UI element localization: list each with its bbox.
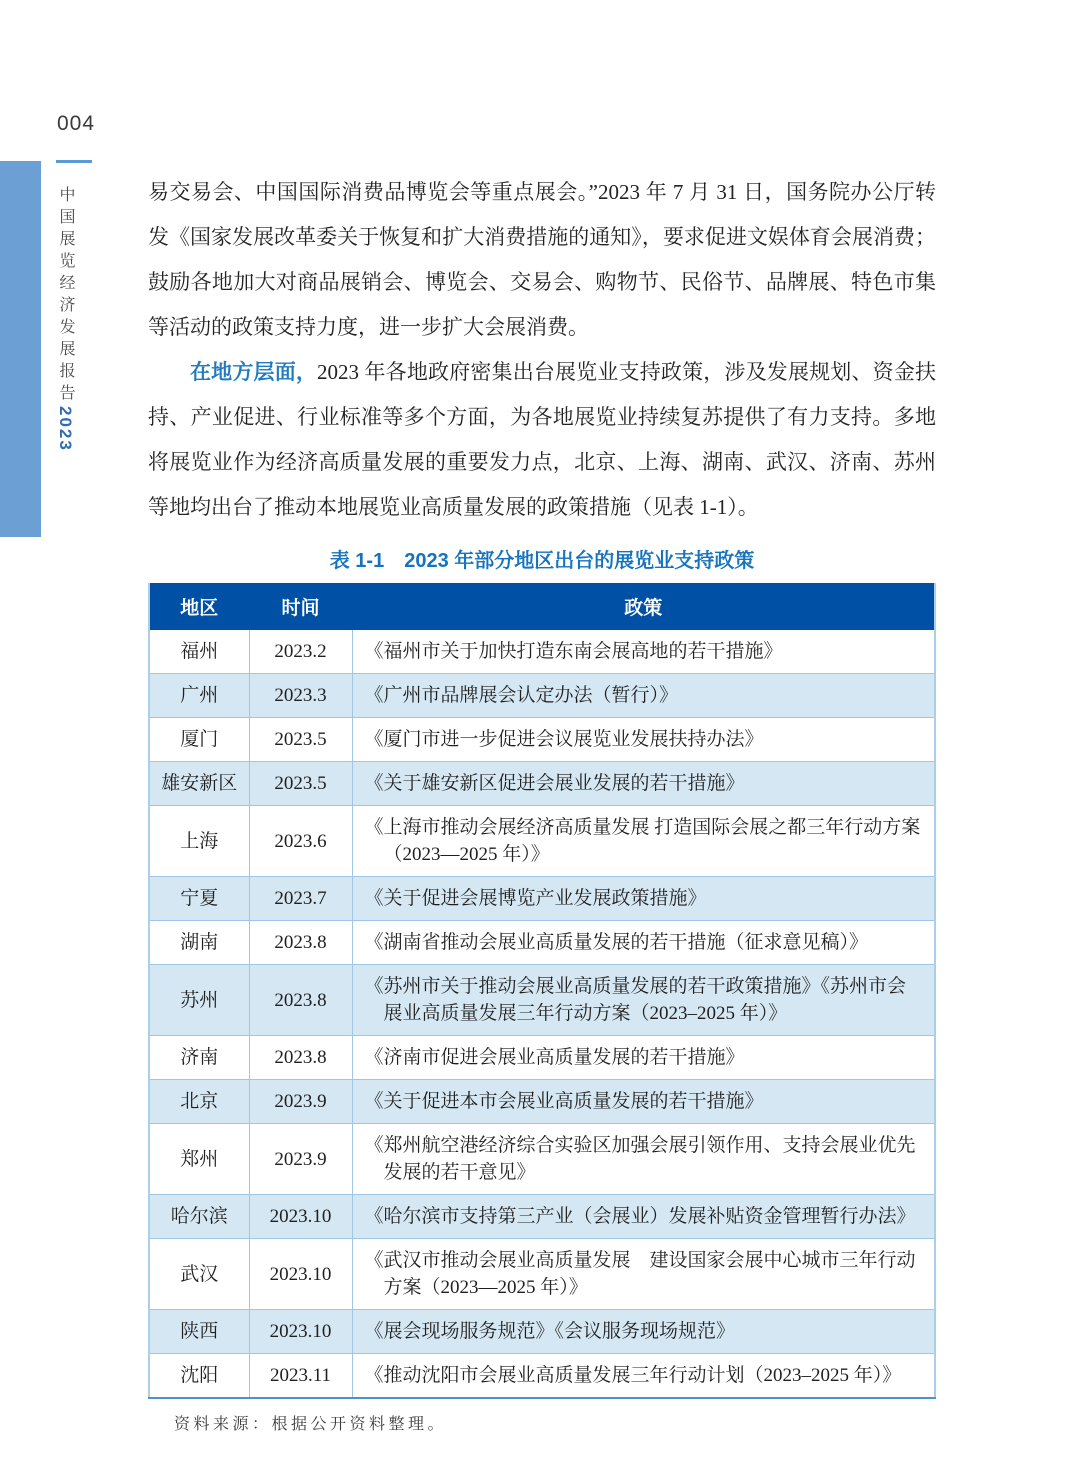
date-cell: 2023.9: [249, 1080, 352, 1124]
left-margin-bar: [0, 161, 41, 537]
date-cell: 2023.8: [249, 1036, 352, 1080]
page-number: 004: [57, 112, 96, 135]
date-cell: 2023.10: [249, 1195, 352, 1239]
date-cell: 2023.10: [249, 1310, 352, 1354]
region-cell: 济南: [149, 1036, 249, 1080]
policy-cell: 《福州市关于加快打造东南会展高地的若干措施》: [352, 630, 935, 674]
policy-cell: 《武汉市推动会展业高质量发展 建设国家会展中心城市三年行动方案（2023—2025 年）》: [352, 1239, 935, 1310]
table-row: [149, 965, 935, 1036]
region-cell: 武汉: [149, 1239, 249, 1310]
date-cell: 2023.5: [249, 718, 352, 762]
sidebar-report-title: [54, 186, 77, 606]
table-row: [149, 1239, 935, 1310]
date-cell: 2023.3: [249, 674, 352, 718]
date-cell: 2023.7: [249, 877, 352, 921]
policy-cell: 《哈尔滨市支持第三产业（会展业）发展补贴资金管理暂行办法》: [352, 1195, 935, 1239]
region-cell: 苏州: [149, 965, 249, 1036]
policy-cell: 《展会现场服务规范》《会议服务现场规范》: [352, 1310, 935, 1354]
region-cell: 上海: [149, 806, 249, 877]
table-caption: 表 1-1 2023 年部分地区出台的展览业支持政策: [329, 550, 755, 572]
policy-cell: 《关于促进会展博览产业发展政策措施》: [352, 877, 935, 921]
sidebar-year-text: 2023: [56, 406, 75, 452]
table-row: [149, 674, 935, 718]
policy-cell: 《苏州市关于推动会展业高质量发展的若干政策措施》《苏州市会展业高质量发展三年行动方案（2023–2025 年）》: [352, 965, 935, 1036]
region-cell: 哈尔滨: [149, 1195, 249, 1239]
date-cell: 2023.8: [249, 921, 352, 965]
table-row: [149, 762, 935, 806]
date-cell: 2023.5: [249, 762, 352, 806]
table-row: [149, 718, 935, 762]
date-cell: 2023.11: [249, 1354, 352, 1399]
table-row: [149, 806, 935, 877]
date-cell: 2023.2: [249, 630, 352, 674]
policy-table: [148, 583, 936, 1399]
table-row: [149, 630, 935, 674]
paragraph-rest: 2023 年各地政府密集出台展览业支持政策，涉及发展规划、资金扶持、产业促进、行业标准等多个方面，为各地展览业持续复苏提供了有力支持。多地将展览业作为经济高质量发展的重要发力点，北京、上海、湖南、武汉、济南、苏州等地均出台了推动本地展览业高质量发展的政策措施（见表 1-1）。: [148, 360, 936, 519]
policy-table-body: [149, 630, 935, 1399]
date-cell: 2023.6: [249, 806, 352, 877]
region-cell: 福州: [149, 630, 249, 674]
main-content: [148, 170, 936, 1434]
region-cell: 湖南: [149, 921, 249, 965]
policy-cell: 《湖南省推动会展业高质量发展的若干措施（征求意见稿）》: [352, 921, 935, 965]
table-row: [149, 1310, 935, 1354]
date-cell: 2023.10: [249, 1239, 352, 1310]
region-cell: 广州: [149, 674, 249, 718]
table-row: [149, 1354, 935, 1399]
region-cell: 沈阳: [149, 1354, 249, 1399]
date-cell: 2023.8: [249, 965, 352, 1036]
policy-cell: 《郑州航空港经济综合实验区加强会展引领作用、支持会展业优先发展的若干意见》: [352, 1124, 935, 1195]
paragraph-lead: 在地方层面，: [190, 361, 318, 384]
region-cell: 北京: [149, 1080, 249, 1124]
table-row: [149, 1195, 935, 1239]
body-paragraph-1: 易交易会、中国国际消费品博览会等重点展会。”2023 年 7 月 31 日，国务院办公厅转发《国家发展改革委关于恢复和扩大消费措施的通知》，要求促进文娱体育会展消费；鼓励各地加大对商品展销会、博览会、交易会、购物节、民俗节、品牌展、特色市集等活动的政策支持力度，进一步扩大会展消费。: [148, 180, 936, 339]
header-time: 时间: [249, 584, 352, 630]
table-row: [149, 1080, 935, 1124]
policy-cell: 《关于促进本市会展业高质量发展的若干措施》: [352, 1080, 935, 1124]
sidebar-title-text: 中国展览经济发展报告: [57, 186, 74, 406]
region-cell: 厦门: [149, 718, 249, 762]
region-cell: 宁夏: [149, 877, 249, 921]
header-policy: 政策: [352, 584, 935, 630]
region-cell: 郑州: [149, 1124, 249, 1195]
region-cell: 雄安新区: [149, 762, 249, 806]
date-cell: 2023.9: [249, 1124, 352, 1195]
header-region: 地区: [149, 584, 249, 630]
body-paragraph-2: [148, 350, 936, 530]
source-note: 资料来源：根据公开资料整理。: [174, 1416, 448, 1433]
table-row: [149, 877, 935, 921]
table-row: [149, 1036, 935, 1080]
policy-cell: 《济南市促进会展业高质量发展的若干措施》: [352, 1036, 935, 1080]
table-row: [149, 1124, 935, 1195]
policy-cell: 《关于雄安新区促进会展业发展的若干措施》: [352, 762, 935, 806]
region-cell: 陕西: [149, 1310, 249, 1354]
policy-cell: 《厦门市进一步促进会议展览业发展扶持办法》: [352, 718, 935, 762]
policy-cell: 《推动沈阳市会展业高质量发展三年行动计划（2023–2025 年）》: [352, 1354, 935, 1399]
header-row: [149, 584, 935, 630]
policy-cell: 《上海市推动会展经济高质量发展 打造国际会展之都三年行动方案（2023—2025 年）》: [352, 806, 935, 877]
table-row: [149, 921, 935, 965]
page-number-rule: [56, 160, 92, 163]
policy-cell: 《广州市品牌展会认定办法（暂行）》: [352, 674, 935, 718]
policy-table-header: [149, 584, 935, 630]
